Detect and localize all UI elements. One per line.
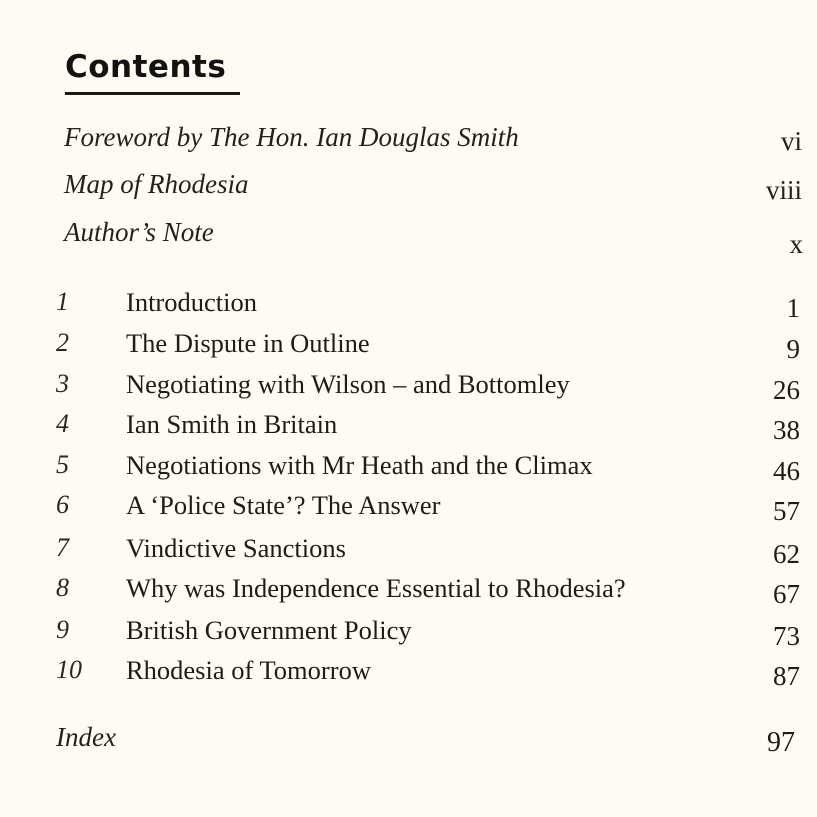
toc-entry-title: Map of Rhodesia (64, 169, 249, 199)
chapter-number: 10 (56, 655, 82, 684)
chapter-number: 7 (56, 533, 69, 562)
chapter-title: The Dispute in Outline (126, 328, 370, 358)
toc-chapter-4 (0, 409, 817, 443)
toc-entry-title: Foreword by The Hon. Ian Douglas Smith (64, 122, 519, 152)
toc-entry-page: viii (765, 175, 802, 205)
toc-entry-page: x (789, 229, 803, 259)
chapter-number: 5 (56, 450, 69, 479)
toc-chapter-3 (0, 369, 817, 403)
chapter-page: 57 (773, 496, 800, 526)
title-underline (65, 92, 240, 95)
chapter-number: 1 (56, 287, 69, 316)
toc-entry-map (0, 169, 817, 203)
toc-entry-authors-note (0, 217, 817, 259)
index-page: 97 (767, 727, 795, 758)
chapter-page: 87 (773, 661, 800, 691)
chapter-title: Vindictive Sanctions (126, 533, 346, 563)
chapter-page: 62 (773, 539, 800, 569)
toc-chapter-5 (0, 450, 817, 484)
chapter-title: British Government Policy (126, 615, 412, 645)
chapter-number: 2 (56, 328, 69, 357)
toc-entry-page: vi (780, 126, 802, 156)
chapter-number: 8 (56, 573, 69, 602)
chapter-title: Rhodesia of Tomorrow (126, 655, 371, 685)
index-title: Index (56, 722, 116, 752)
chapter-page: 38 (773, 415, 800, 445)
toc-chapter-6 (0, 490, 817, 524)
chapter-number: 4 (56, 409, 69, 438)
toc-chapter-7 (0, 533, 817, 567)
chapter-number: 3 (56, 369, 69, 398)
toc-chapter-8 (0, 573, 817, 607)
toc-chapter-2 (0, 328, 817, 362)
chapter-title: Ian Smith in Britain (126, 409, 338, 439)
chapter-page: 1 (786, 293, 800, 323)
chapter-page: 9 (786, 334, 800, 364)
chapter-title: A ‘Police State’? The Answer (126, 490, 441, 520)
toc-entry-foreword (0, 122, 817, 156)
toc-entry-title: Author’s Note (64, 217, 214, 247)
chapter-title: Introduction (126, 287, 257, 317)
chapter-title: Negotiating with Wilson – and Bottomley (126, 369, 570, 399)
toc-chapter-10 (0, 655, 817, 689)
chapter-page: 73 (773, 621, 800, 651)
toc-entry-index (0, 722, 817, 756)
chapter-page: 67 (773, 579, 800, 609)
chapter-number: 6 (56, 490, 69, 519)
page-title: Contents (65, 49, 227, 85)
chapter-page: 46 (773, 456, 800, 486)
toc-chapter-1 (0, 287, 817, 321)
chapter-page: 26 (773, 375, 800, 405)
chapter-title: Why was Independence Essential to Rhodesia? (126, 573, 626, 603)
toc-chapter-9 (0, 615, 817, 649)
chapter-number: 9 (56, 615, 69, 644)
chapter-title: Negotiations with Mr Heath and the Climax (126, 450, 593, 480)
